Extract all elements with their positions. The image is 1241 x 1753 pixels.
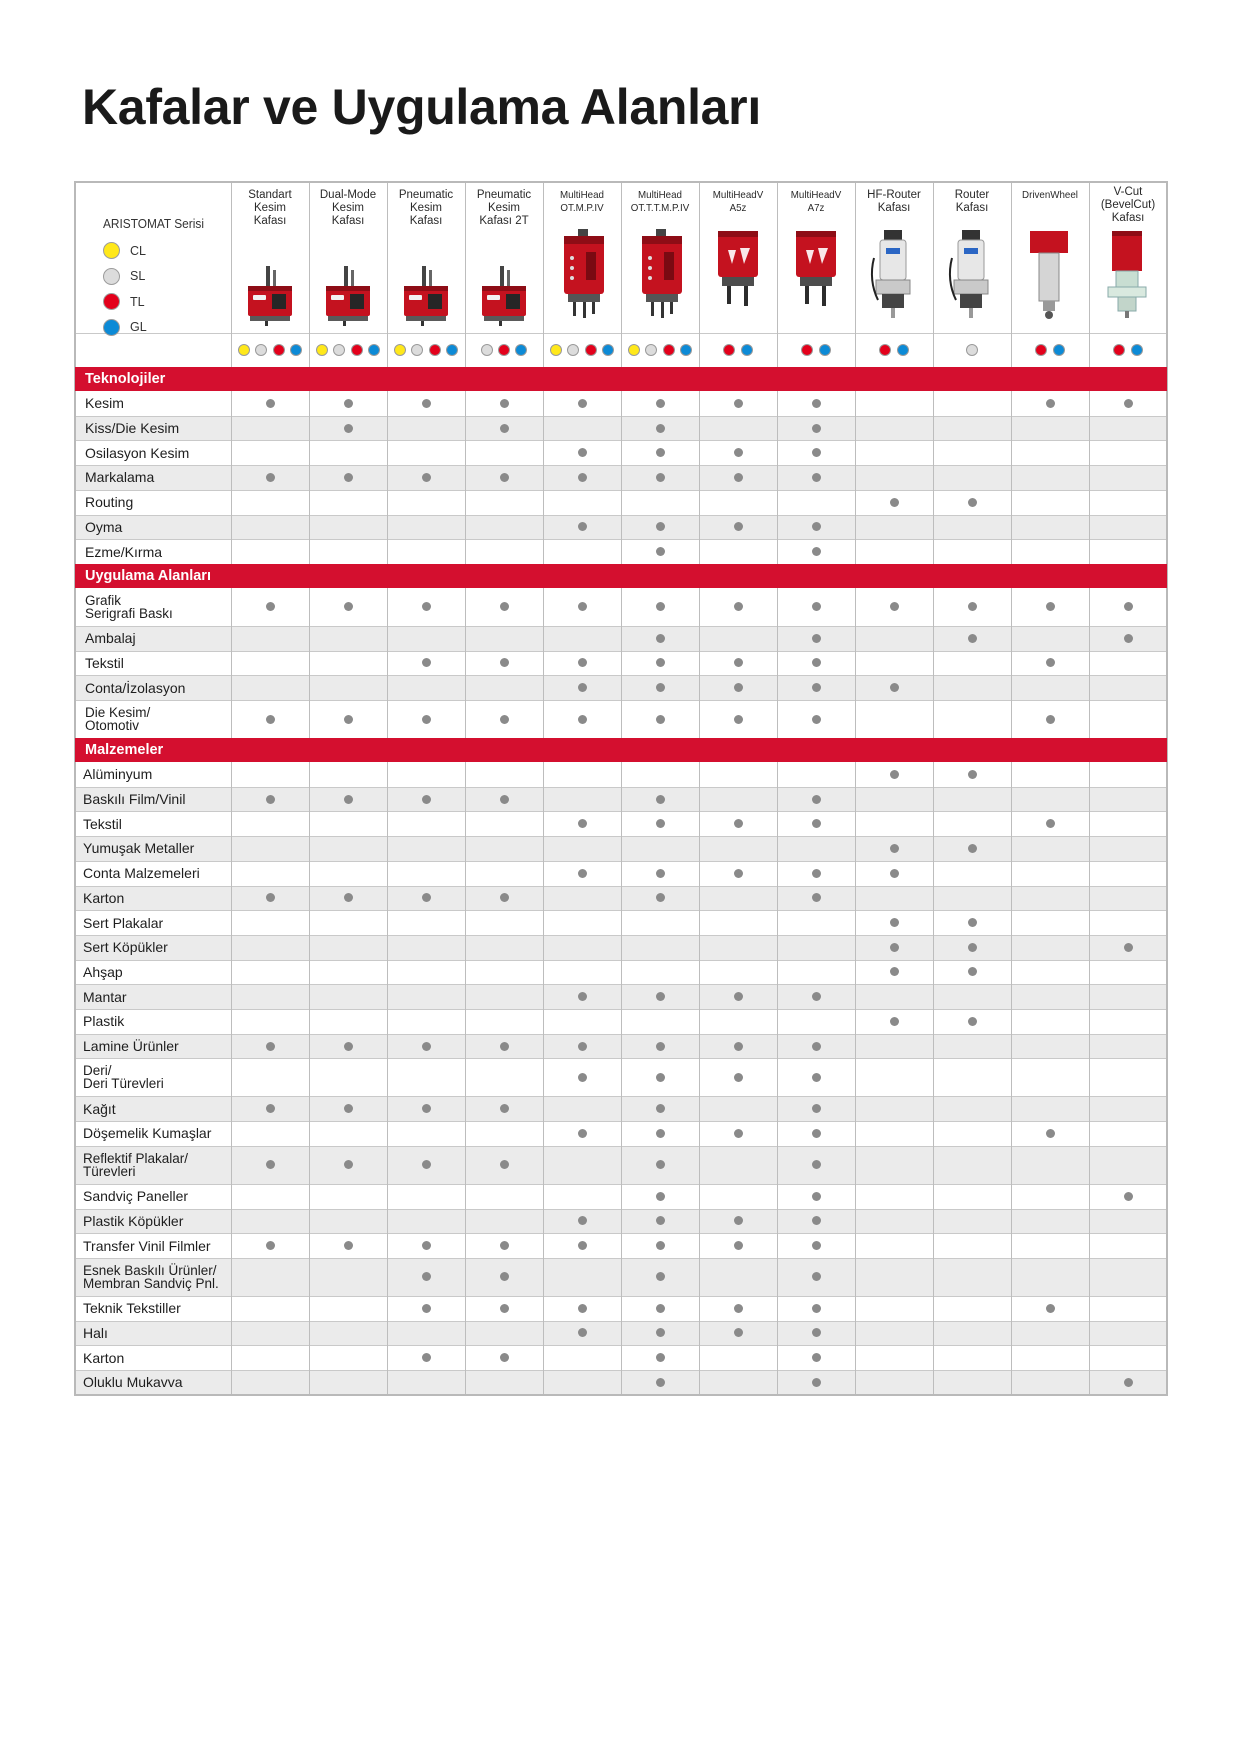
- applicability-dot: [812, 992, 821, 1001]
- applicability-dot: [656, 992, 665, 1001]
- row-label: Transfer Vinil Filmler: [83, 1237, 211, 1254]
- applicability-dot: [812, 522, 821, 531]
- row-label: Grafik Serigrafi Baskı: [85, 592, 173, 621]
- applicability-dot: [812, 1304, 821, 1313]
- applicability-dot: [812, 715, 821, 724]
- applicability-dot: [578, 448, 587, 457]
- row-label: Baskılı Film/Vinil: [83, 791, 186, 808]
- applicability-dot: [656, 683, 665, 692]
- legend-swatch: [103, 319, 120, 336]
- applicability-dot: [422, 1241, 431, 1250]
- row-label: Alüminyum: [83, 766, 153, 783]
- applicability-dot: [968, 1017, 977, 1026]
- applicability-dot: [266, 602, 275, 611]
- applicability-dot: [344, 399, 353, 408]
- applicability-dot: [266, 893, 275, 902]
- row-label: Die Kesim/ Otomotiv: [85, 705, 151, 733]
- applicability-dot: [734, 869, 743, 878]
- applicability-dot: [656, 1304, 665, 1313]
- applicability-dot: [812, 1042, 821, 1051]
- applicability-dot: [656, 1160, 665, 1169]
- multihead-image: [558, 228, 610, 325]
- applicability-dot: [344, 473, 353, 482]
- applicability-dot: [656, 1378, 665, 1387]
- legend-label: CL: [130, 243, 146, 258]
- row-label: Osilasyon Kesim: [85, 444, 190, 461]
- applicability-dot: [266, 473, 275, 482]
- applicability-dot: [656, 399, 665, 408]
- series-dot-cl: [628, 344, 640, 356]
- applicability-dot: [890, 844, 899, 853]
- series-dot-gl: [446, 344, 458, 356]
- applicability-dot: [812, 1160, 821, 1169]
- legend-swatch: [103, 242, 120, 259]
- applicability-dot: [734, 992, 743, 1001]
- applicability-dot: [734, 522, 743, 531]
- applicability-dot: [266, 1104, 275, 1113]
- series-dot-gl: [602, 344, 614, 356]
- row-label: Conta Malzemeleri: [83, 865, 200, 882]
- applicability-dot: [890, 869, 899, 878]
- series-dot-gl: [290, 344, 302, 356]
- applicability-dot: [422, 795, 431, 804]
- row-label: Conta/İzolasyon: [85, 679, 186, 696]
- applicability-dot: [812, 869, 821, 878]
- row-label: Sert Plakalar: [83, 914, 164, 931]
- applicability-dot: [500, 658, 509, 667]
- applicability-dot: [1124, 1192, 1133, 1201]
- applicability-dot: [266, 795, 275, 804]
- applicability-dot: [656, 547, 665, 556]
- applicability-dot: [656, 522, 665, 531]
- applicability-dot: [656, 1241, 665, 1250]
- applicability-dot: [968, 918, 977, 927]
- applicability-dot: [578, 522, 587, 531]
- applicability-dot: [812, 1241, 821, 1250]
- applicability-dot: [578, 715, 587, 724]
- applicability-dot: [968, 770, 977, 779]
- head-column-label: MultiHead OT.T.T.M.P.IV: [630, 189, 690, 214]
- row-label: Karton: [83, 889, 125, 906]
- applicability-dot: [734, 473, 743, 482]
- row-label: Deri/ Deri Türevleri: [83, 1063, 164, 1092]
- applicability-dot: [266, 1042, 275, 1051]
- head-column-label: Dual-Mode Kesim Kafası: [319, 189, 377, 227]
- applicability-dot: [890, 602, 899, 611]
- applicability-dot: [578, 473, 587, 482]
- row-label: Ambalaj: [85, 630, 136, 647]
- applicability-dot: [422, 1272, 431, 1281]
- series-dot-gl: [1131, 344, 1143, 356]
- applicability-dot: [266, 715, 275, 724]
- head-column-label: Router Kafası: [954, 189, 990, 214]
- applicability-dot: [500, 399, 509, 408]
- router-image: [870, 228, 916, 325]
- applicability-dot: [968, 602, 977, 611]
- applicability-dot: [656, 1073, 665, 1082]
- row-label: Oyma: [85, 518, 123, 535]
- applicability-dot: [578, 1073, 587, 1082]
- applicability-dot: [344, 715, 353, 724]
- row-label: Halı: [83, 1324, 108, 1341]
- applicability-dot: [500, 473, 509, 482]
- applicability-dot: [734, 1328, 743, 1337]
- applicability-dot: [968, 498, 977, 507]
- applicability-dot: [812, 399, 821, 408]
- series-dot-sl: [481, 344, 493, 356]
- applicability-dot: [812, 1073, 821, 1082]
- row-label: Döşemelik Kumaşlar: [83, 1125, 212, 1142]
- applicability-dot: [656, 1192, 665, 1201]
- series-dot-gl: [368, 344, 380, 356]
- applicability-dot: [500, 1042, 509, 1051]
- applicability-dot: [890, 943, 899, 952]
- legend-label: TL: [130, 294, 145, 309]
- applicability-dot: [656, 1328, 665, 1337]
- series-dot-sl: [966, 344, 978, 356]
- applicability-dot: [344, 1104, 353, 1113]
- applicability-dot: [812, 683, 821, 692]
- heads-application-matrix: [75, 182, 1167, 1395]
- row-label: Markalama: [85, 469, 155, 486]
- head-column-label: HF-Router Kafası: [867, 189, 921, 214]
- applicability-dot: [578, 602, 587, 611]
- applicability-dot: [734, 399, 743, 408]
- applicability-dot: [422, 1160, 431, 1169]
- applicability-dot: [812, 547, 821, 556]
- applicability-dot: [344, 1042, 353, 1051]
- legend-swatch: [103, 268, 120, 285]
- table-frame: [74, 181, 1168, 1396]
- applicability-dot: [656, 795, 665, 804]
- applicability-dot: [578, 869, 587, 878]
- applicability-dot: [578, 658, 587, 667]
- cutting-head-image: [479, 264, 529, 331]
- legend-item: [103, 242, 146, 259]
- applicability-dot: [500, 1353, 509, 1362]
- row-label: Tekstil: [83, 815, 122, 832]
- applicability-dot: [968, 943, 977, 952]
- applicability-dot: [344, 602, 353, 611]
- applicability-dot: [812, 473, 821, 482]
- applicability-dot: [734, 1042, 743, 1051]
- series-dot-cl: [550, 344, 562, 356]
- section-header: Uygulama Alanları: [75, 564, 1167, 588]
- applicability-dot: [500, 715, 509, 724]
- applicability-dot: [344, 424, 353, 433]
- applicability-dot: [1124, 399, 1133, 408]
- row-label: Ezme/Kırma: [85, 543, 163, 560]
- applicability-dot: [422, 1304, 431, 1313]
- series-dot-tl: [429, 344, 441, 356]
- series-dot-gl: [897, 344, 909, 356]
- applicability-dot: [890, 967, 899, 976]
- applicability-dot: [656, 634, 665, 643]
- legend-label: GL: [130, 320, 147, 334]
- applicability-dot: [812, 819, 821, 828]
- applicability-dot: [344, 795, 353, 804]
- row-label: Kiss/Die Kesim: [85, 420, 180, 437]
- applicability-dot: [500, 1304, 509, 1313]
- applicability-dot: [500, 602, 509, 611]
- applicability-dot: [656, 602, 665, 611]
- applicability-dot: [1046, 819, 1055, 828]
- applicability-dot: [266, 1160, 275, 1169]
- applicability-dot: [812, 1192, 821, 1201]
- legend-item: [103, 319, 147, 336]
- row-label: Reflektif Plakalar/ Türevleri: [83, 1150, 189, 1179]
- series-dot-cl: [394, 344, 406, 356]
- applicability-dot: [812, 1104, 821, 1113]
- applicability-dot: [734, 1304, 743, 1313]
- applicability-dot: [734, 715, 743, 724]
- applicability-dot: [578, 683, 587, 692]
- router-image: [948, 228, 994, 325]
- section-header: Malzemeler: [75, 738, 1167, 762]
- applicability-dot: [500, 1241, 509, 1250]
- applicability-dot: [422, 473, 431, 482]
- applicability-dot: [500, 893, 509, 902]
- applicability-dot: [1046, 602, 1055, 611]
- row-label: Sert Köpükler: [83, 939, 168, 956]
- row-label: Esnek Baskılı Ürünler/ Membran Sandviç Pnl.: [83, 1262, 219, 1291]
- applicability-dot: [734, 1129, 743, 1138]
- applicability-dot: [578, 1042, 587, 1051]
- row-label: Ahşap: [83, 963, 123, 980]
- section-header: Teknolojiler: [75, 367, 1167, 391]
- applicability-dot: [890, 918, 899, 927]
- series-dot-tl: [498, 344, 510, 356]
- applicability-dot: [500, 1104, 509, 1113]
- head-column-label: MultiHeadV A7z: [790, 189, 842, 214]
- applicability-dot: [656, 1353, 665, 1362]
- applicability-dot: [344, 1241, 353, 1250]
- applicability-dot: [890, 498, 899, 507]
- cutting-head-image: [245, 264, 295, 331]
- head-column-label: Standart Kesim Kafası: [248, 189, 292, 227]
- applicability-dot: [734, 448, 743, 457]
- series-dot-tl: [273, 344, 285, 356]
- applicability-dot: [578, 1241, 587, 1250]
- v-cut-image: [1104, 228, 1150, 325]
- series-dot-gl: [680, 344, 692, 356]
- applicability-dot: [500, 1272, 509, 1281]
- applicability-dot: [656, 869, 665, 878]
- applicability-dot: [656, 819, 665, 828]
- applicability-dot: [968, 634, 977, 643]
- applicability-dot: [734, 819, 743, 828]
- row-label: Plastik: [83, 1013, 125, 1030]
- applicability-dot: [656, 424, 665, 433]
- applicability-dot: [656, 893, 665, 902]
- applicability-dot: [656, 448, 665, 457]
- head-column-label: Pneumatic Kesim Kafası: [398, 189, 454, 227]
- applicability-dot: [578, 992, 587, 1001]
- applicability-dot: [812, 1272, 821, 1281]
- row-label: Sandviç Paneller: [83, 1188, 189, 1205]
- applicability-dot: [578, 1216, 587, 1225]
- applicability-dot: [734, 1241, 743, 1250]
- applicability-dot: [812, 1216, 821, 1225]
- applicability-dot: [500, 795, 509, 804]
- applicability-dot: [344, 893, 353, 902]
- applicability-dot: [812, 1353, 821, 1362]
- cutting-head-image: [401, 264, 451, 331]
- multihead-v-image: [714, 228, 762, 315]
- applicability-dot: [890, 770, 899, 779]
- applicability-dot: [734, 1073, 743, 1082]
- cutting-head-image: [323, 264, 373, 331]
- applicability-dot: [1046, 658, 1055, 667]
- applicability-dot: [656, 658, 665, 667]
- series-dot-cl: [316, 344, 328, 356]
- applicability-dot: [656, 1216, 665, 1225]
- driven-wheel-image: [1026, 228, 1072, 325]
- applicability-dot: [578, 1304, 587, 1313]
- applicability-dot: [578, 819, 587, 828]
- head-column-label: MultiHeadV A5z: [712, 189, 764, 214]
- legend-swatch: [103, 293, 120, 310]
- applicability-dot: [1124, 634, 1133, 643]
- legend-item: [103, 293, 145, 310]
- applicability-dot: [422, 1042, 431, 1051]
- applicability-dot: [578, 1129, 587, 1138]
- head-column-label: V-Cut (BevelCut) Kafası: [1100, 186, 1156, 224]
- applicability-dot: [812, 424, 821, 433]
- applicability-dot: [422, 1353, 431, 1362]
- legend-label: SL: [130, 269, 146, 283]
- row-label: Tekstil: [85, 654, 124, 671]
- applicability-dot: [1046, 399, 1055, 408]
- applicability-dot: [656, 715, 665, 724]
- series-dot-tl: [585, 344, 597, 356]
- applicability-dot: [500, 1160, 509, 1169]
- applicability-dot: [422, 1104, 431, 1113]
- series-dot-tl: [351, 344, 363, 356]
- row-label: Karton: [83, 1349, 125, 1366]
- series-dot-tl: [663, 344, 675, 356]
- applicability-dot: [812, 602, 821, 611]
- multihead-v-image: [792, 228, 840, 315]
- applicability-dot: [656, 1272, 665, 1281]
- applicability-dot: [734, 658, 743, 667]
- applicability-dot: [734, 683, 743, 692]
- applicability-dot: [344, 1160, 353, 1169]
- series-dot-gl: [741, 344, 753, 356]
- row-label: Kağıt: [83, 1100, 116, 1117]
- head-column-label: DrivenWheel: [1022, 189, 1078, 201]
- applicability-dot: [422, 658, 431, 667]
- row-label: Oluklu Mukavva: [83, 1374, 183, 1391]
- applicability-dot: [1124, 602, 1133, 611]
- row-label: Mantar: [83, 988, 127, 1005]
- applicability-dot: [578, 399, 587, 408]
- multihead-image: [636, 228, 688, 325]
- applicability-dot: [656, 1104, 665, 1113]
- applicability-dot: [812, 634, 821, 643]
- legend-item: [103, 268, 145, 285]
- series-dot-cl: [238, 344, 250, 356]
- applicability-dot: [812, 795, 821, 804]
- applicability-dot: [656, 1042, 665, 1051]
- applicability-dot: [422, 715, 431, 724]
- applicability-dot: [968, 844, 977, 853]
- applicability-dot: [500, 424, 509, 433]
- head-column-label: Pneumatic Kesim Kafası 2T: [476, 189, 532, 227]
- series-dot-gl: [819, 344, 831, 356]
- series-dot-gl: [1053, 344, 1065, 356]
- applicability-dot: [1046, 1129, 1055, 1138]
- applicability-dot: [812, 1378, 821, 1387]
- applicability-dot: [890, 683, 899, 692]
- applicability-dot: [422, 399, 431, 408]
- applicability-dot: [734, 1216, 743, 1225]
- applicability-dot: [578, 1328, 587, 1337]
- applicability-dot: [422, 893, 431, 902]
- applicability-dot: [812, 893, 821, 902]
- applicability-dot: [968, 967, 977, 976]
- head-column-label: MultiHead OT.M.P.IV: [560, 189, 604, 214]
- row-label: Routing: [85, 494, 134, 511]
- applicability-dot: [812, 658, 821, 667]
- applicability-dot: [812, 448, 821, 457]
- row-label: Yumuşak Metaller: [83, 840, 195, 857]
- row-label: Kesim: [85, 395, 124, 412]
- page-title: Kafalar ve Uygulama Alanları: [82, 79, 761, 135]
- applicability-dot: [1046, 1304, 1055, 1313]
- applicability-dot: [266, 1241, 275, 1250]
- applicability-dot: [812, 1129, 821, 1138]
- applicability-dot: [422, 602, 431, 611]
- applicability-dot: [734, 602, 743, 611]
- applicability-dot: [1124, 943, 1133, 952]
- applicability-dot: [656, 1129, 665, 1138]
- applicability-dot: [890, 1017, 899, 1026]
- applicability-dot: [266, 399, 275, 408]
- row-label: Plastik Köpükler: [83, 1212, 184, 1229]
- applicability-dot: [1046, 715, 1055, 724]
- row-label: Teknik Tekstiller: [83, 1300, 181, 1317]
- legend-title: ARISTOMAT Serisi: [103, 217, 204, 231]
- applicability-dot: [812, 1328, 821, 1337]
- applicability-dot: [656, 473, 665, 482]
- applicability-dot: [1124, 1378, 1133, 1387]
- row-label: Lamine Ürünler: [83, 1038, 179, 1055]
